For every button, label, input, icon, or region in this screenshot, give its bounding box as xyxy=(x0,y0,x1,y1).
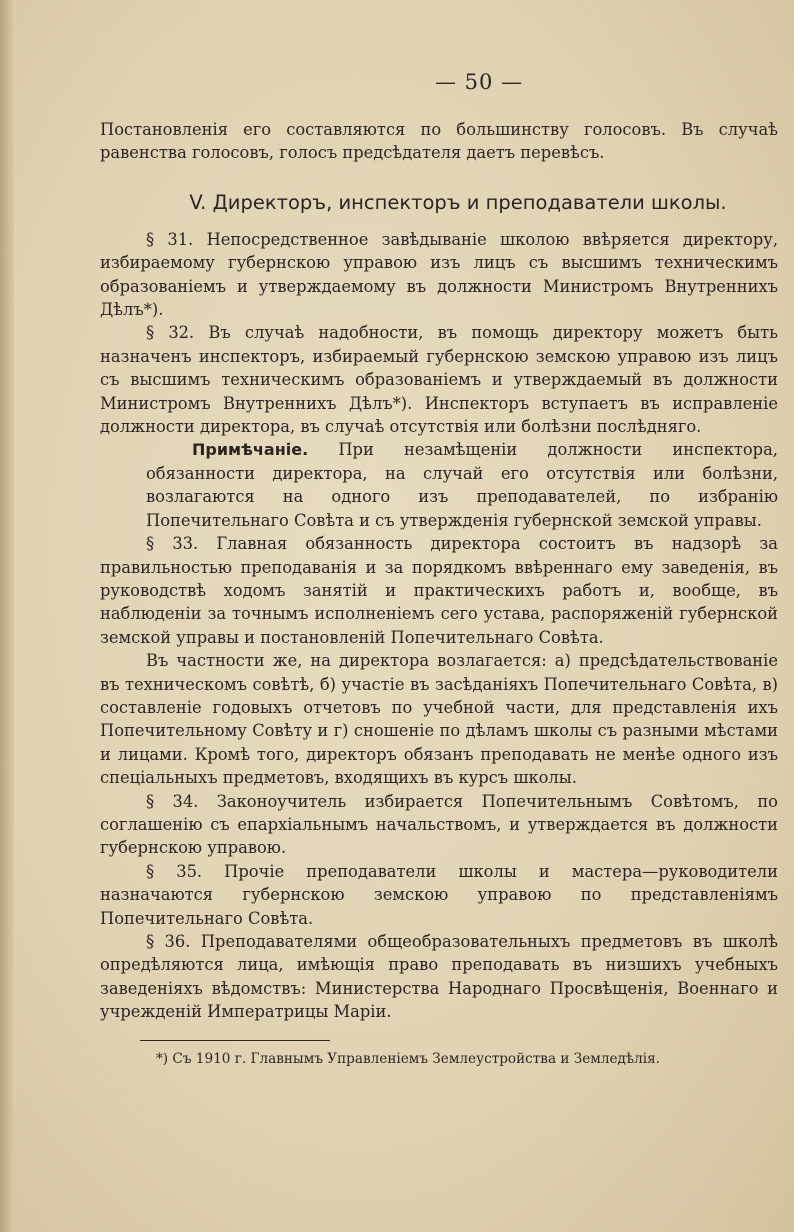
note-label: Примѣчаніе. xyxy=(192,440,309,460)
note-text: При незамѣщеніи должности инспектора, обязанности директора, на случай его отсутствія или болѣзни, возлагаются на одного изъ преподавателей, по избранію Попечительнаго Совѣта и съ утвержденія губернской земской управы. xyxy=(146,440,778,530)
page-number: — 50 — xyxy=(434,70,524,94)
paragraph-intro: Постановленія его составляются по большинству голосовъ. Въ случаѣ равенства голосовъ, голосъ предсѣдателя даетъ перевѣсъ. xyxy=(100,120,778,163)
paragraph-34: § 34. Законоучитель избирается Попечительнымъ Совѣтомъ, по соглашенію съ епархіальнымъ начальствомъ, и утверждается въ должности губернскою управою. xyxy=(100,791,778,858)
paragraph-33-continued: Въ частности же, на директора возлагается: а) предсѣдательствованіе въ техническомъ совѣтѣ, б) участіе въ засѣданіяхъ Попечительнаго Совѣта, в) составленіе годовыхъ отчетовъ по учебной части, для представленія ихъ Попечительному Совѣту и г) сношеніе по дѣламъ школы съ разными мѣстами и лицами. Кромѣ того, директоръ обязанъ преподавать не менѣе одного изъ спеціальныхъ предметовъ, входящихъ въ курсъ школы. xyxy=(100,651,778,788)
paragraph-32: § 32. Въ случаѣ надобности, въ помощь директору можетъ быть назначенъ инспекторъ, избираемый губернскою земскою управою изъ лицъ съ высшимъ техническимъ образованіемъ и утверждаемый въ должности Министромъ Внутреннихъ Дѣлъ*). Инспекторъ вступаетъ въ исправленіе должности директора, въ случаѣ отсутствія или болѣзни послѣдняго. xyxy=(100,323,778,437)
paragraph-35: § 35. Прочіе преподаватели школы и мастера—руководители назначаются губернскою земскою управою по представленіямъ Попечительнаго Совѣта. xyxy=(100,861,778,928)
footnote: *) Съ 1910 г. Главнымъ Управленіемъ Землеустройства и Земледѣлія. xyxy=(156,1050,660,1067)
paragraph-31: § 31. Непосредственное завѣдываніе школою ввѣряется директору, избираемому губернскою управою изъ лицъ съ высшимъ техническимъ образованіемъ и утверждаемому въ должности Министромъ Внутреннихъ Дѣлъ*). xyxy=(100,229,778,320)
paragraph-33: § 33. Главная обязанность директора состоитъ въ надзорѣ за правильностью преподаванія и за порядкомъ ввѣреннаго ему заведенія, въ руководствѣ ходомъ занятій и практическихъ работъ и, вообще, въ наблюденіи за точнымъ исполненіемъ сего устава, распоряженій губернской земской управы и постановленій Попечительнаго Совѣта. xyxy=(100,534,778,647)
section-heading: V. Директоръ, инспекторъ и преподаватели школы. xyxy=(189,190,727,214)
paragraph-36: § 36. Преподавателями общеобразовательныхъ предметовъ въ школѣ опредѣляются лица, имѣющія право преподавать въ низшихъ учебныхъ заведеніяхъ вѣдомствъ: Министерства Народнаго Просвѣщенія, Военнаго и учрежденій Императрицы Маріи. xyxy=(100,932,778,1022)
footnote-divider xyxy=(140,1040,330,1041)
note-paragraph xyxy=(100,438,778,532)
page-binding-edge xyxy=(0,0,14,1232)
